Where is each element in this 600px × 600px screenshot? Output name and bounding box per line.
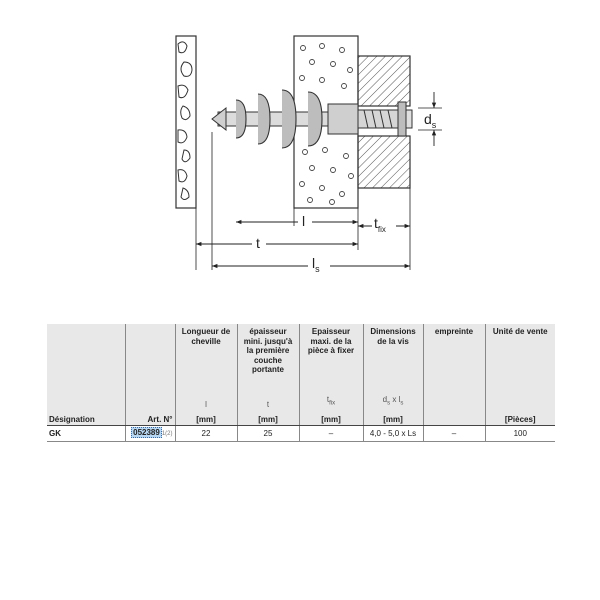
unit-drive — [423, 411, 485, 426]
symbol-screw-l-sub: s — [400, 400, 404, 407]
symbol-dowel-length: l — [175, 389, 237, 411]
header-sales-unit: Unité de vente — [485, 324, 555, 389]
cell-min-thickness: 25 — [237, 426, 299, 442]
cell-sales-unit: 100 — [485, 426, 555, 442]
header-dowel-length: Longueur de cheville — [175, 324, 237, 389]
svg-text:ds — [424, 111, 437, 130]
art-no-link[interactable]: 052389 — [133, 427, 160, 437]
header-max-thickness: Epaisseur maxi. de la pièce à fixer — [299, 324, 363, 389]
header-screw-dimensions: Dimensions de la vis — [363, 324, 423, 389]
symbol-designation — [47, 389, 125, 411]
symbol-min-thickness: t — [237, 389, 299, 411]
symbol-max-thickness — [299, 389, 363, 411]
unit-dowel-length: [mm] — [175, 411, 237, 426]
symbol-max-thickness-sub: fix — [329, 400, 336, 407]
t-label: t — [256, 235, 260, 251]
symbol-screw-dimensions — [363, 389, 423, 411]
ds-subscript: s — [431, 120, 437, 130]
cell-drive: – — [423, 426, 485, 442]
symbol-screw-mid: x l — [390, 394, 401, 404]
cell-screw-dimensions: 4,0 - 5,0 x Ls — [363, 426, 423, 442]
table-row — [47, 426, 555, 442]
header-min-thickness: épaisseur mini. jusqu'à la première couche portante — [237, 324, 299, 389]
t-dimension — [196, 234, 358, 252]
unit-art-no: Art. N° — [125, 411, 175, 426]
unit-designation: Désignation — [47, 411, 125, 426]
header-drive: empreinte — [423, 324, 485, 389]
unit-min-thickness: [mm] — [237, 411, 299, 426]
cell-dowel-length: 22 — [175, 426, 237, 442]
symbol-screw-d: d — [382, 394, 388, 404]
cell-max-thickness: – — [299, 426, 363, 442]
header-row — [47, 324, 555, 389]
ls-dimension — [212, 254, 410, 274]
ls-subscript: s — [315, 264, 320, 274]
header-art-no — [125, 324, 175, 389]
symbol-sales-unit — [485, 389, 555, 411]
symbol-row — [47, 389, 555, 411]
unit-row — [47, 411, 555, 426]
header-designation — [47, 324, 125, 389]
tfix-dimension — [358, 215, 410, 234]
ls-label: l — [312, 255, 316, 271]
cell-designation: GK — [47, 426, 125, 442]
symbol-max-thickness-main: t — [326, 394, 330, 404]
art-no-suffix: 1(2) — [161, 430, 173, 437]
left-wall-section — [176, 36, 196, 208]
l-dimension — [236, 213, 358, 230]
tfix-subscript: fix — [377, 225, 386, 234]
ds-dimension — [418, 92, 442, 146]
ds-label: d — [424, 111, 432, 127]
symbol-screw-d-sub: s — [387, 400, 391, 407]
cell-art-no — [125, 426, 175, 442]
symbol-drive — [423, 389, 485, 411]
unit-sales-unit: [Pièces] — [485, 411, 555, 426]
unit-max-thickness: [mm] — [299, 411, 363, 426]
specification-table — [47, 324, 555, 442]
tfix-label: t — [374, 215, 378, 231]
symbol-art-no — [125, 389, 175, 411]
l-label: l — [302, 213, 306, 229]
unit-screw-dimensions: [mm] — [363, 411, 423, 426]
